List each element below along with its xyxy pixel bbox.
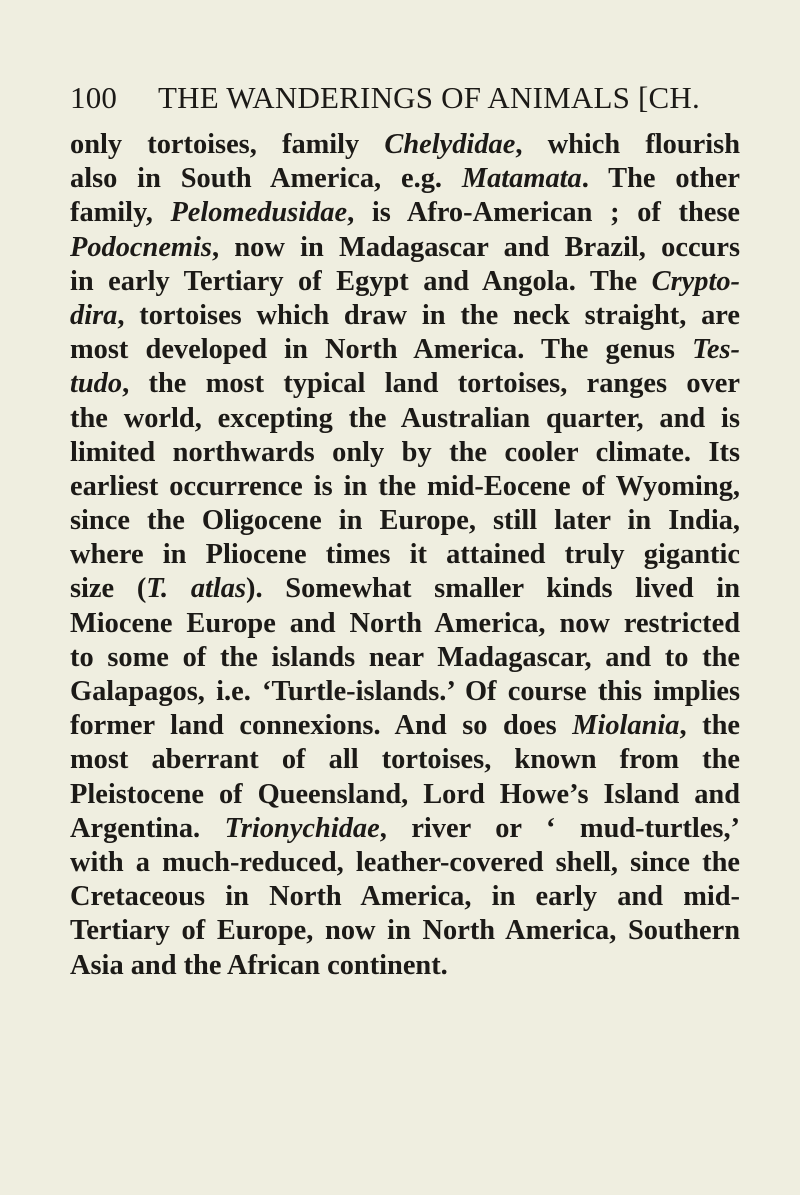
text-run: Tertiary of Europe, now in North America, Southern (70, 915, 740, 947)
text-run: . The other (581, 163, 741, 195)
text-line (70, 196, 740, 230)
italic-term: Podocnemis (70, 231, 212, 263)
text-run: also in South America, e.g. (70, 163, 462, 195)
italic-term: dira (70, 299, 118, 331)
text-line (70, 949, 740, 983)
italic-term: Matamata (461, 163, 582, 195)
italic-term: Pelomedusidae (170, 197, 348, 229)
text-run: since the Oligocene in Europe, still later in India, (70, 505, 740, 537)
text-line (70, 709, 740, 743)
text-run: , river or ‘ mud-turtles,’ (379, 812, 741, 844)
body-paragraph (70, 128, 740, 983)
italic-term: T. atlas (146, 573, 247, 605)
text-line (70, 299, 740, 333)
text-run: to some of the islands near Madagascar, and to the (70, 641, 740, 673)
text-line (70, 504, 740, 538)
text-line (70, 333, 740, 367)
text-run: , is Afro-American ; of these (347, 197, 740, 229)
text-run: Pleistocene of Queensland, Lord Howe’s Island and (70, 778, 740, 810)
italic-term: Tes- (692, 334, 740, 366)
text-line (70, 128, 740, 162)
text-run: , tortoises which draw in the neck straight, are (117, 299, 740, 331)
text-line (70, 914, 740, 948)
text-run: Miocene Europe and North America, now restricted (70, 607, 740, 639)
text-run: in early Tertiary of Egypt and Angola. The (70, 265, 652, 297)
text-line (70, 367, 740, 401)
text-line (70, 641, 740, 675)
italic-term: Trionychidae (224, 812, 380, 844)
text-run: , the most typical land tortoises, ranges over (122, 368, 740, 400)
italic-term: tudo (70, 368, 123, 400)
text-run: the world, excepting the Australian quarter, and is (70, 402, 740, 434)
text-line (70, 743, 740, 777)
running-title: THE WANDERINGS OF ANIMALS [CH. (158, 80, 700, 115)
text-run: Cretaceous in North America, in early and mid- (70, 881, 740, 913)
text-line (70, 436, 740, 470)
text-line (70, 572, 740, 606)
text-line (70, 265, 740, 299)
text-line (70, 538, 740, 572)
text-run: only tortoises, family (70, 129, 385, 160)
text-run: most developed in North America. The genus (70, 334, 693, 366)
text-line (70, 846, 740, 880)
text-run: earliest occurrence is in the mid-Eocene of Wyoming, (70, 470, 740, 502)
italic-term: Miolania (572, 710, 680, 742)
text-line (70, 880, 740, 914)
text-run: ). Somewhat smaller kinds lived in (246, 573, 740, 605)
text-run: size ( (70, 573, 147, 605)
running-head (70, 78, 730, 118)
text-line (70, 607, 740, 641)
text-line (70, 778, 740, 812)
page-number: 100 (70, 80, 118, 115)
italic-term: Crypto- (651, 265, 740, 297)
text-line (70, 812, 740, 846)
text-run: Argentina. (70, 812, 225, 844)
text-run: Galapagos, i.e. ‘Turtle-islands.’ Of course this implies (70, 676, 740, 707)
text-line (70, 162, 740, 196)
text-run: , which flourish (515, 129, 740, 160)
text-run: , now in Madagascar and Brazil, occurs (211, 231, 740, 263)
text-line (70, 675, 740, 709)
text-run: limited northwards only by the cooler climate. Its (70, 436, 740, 468)
italic-term: Chelydidae (384, 129, 516, 160)
text-line (70, 470, 740, 504)
text-run: former land connexions. And so does (70, 710, 573, 742)
text-run: most aberrant of all tortoises, known from the (70, 744, 740, 776)
text-line (70, 402, 740, 436)
text-run: , the (679, 710, 741, 742)
text-run: family, (70, 197, 171, 229)
text-run: Asia and the African continent. (70, 949, 448, 981)
text-line (70, 231, 740, 265)
text-run: with a much-reduced, leather-covered shell, since the (70, 846, 740, 878)
text-run: where in Pliocene times it attained truly gigantic (70, 539, 740, 571)
